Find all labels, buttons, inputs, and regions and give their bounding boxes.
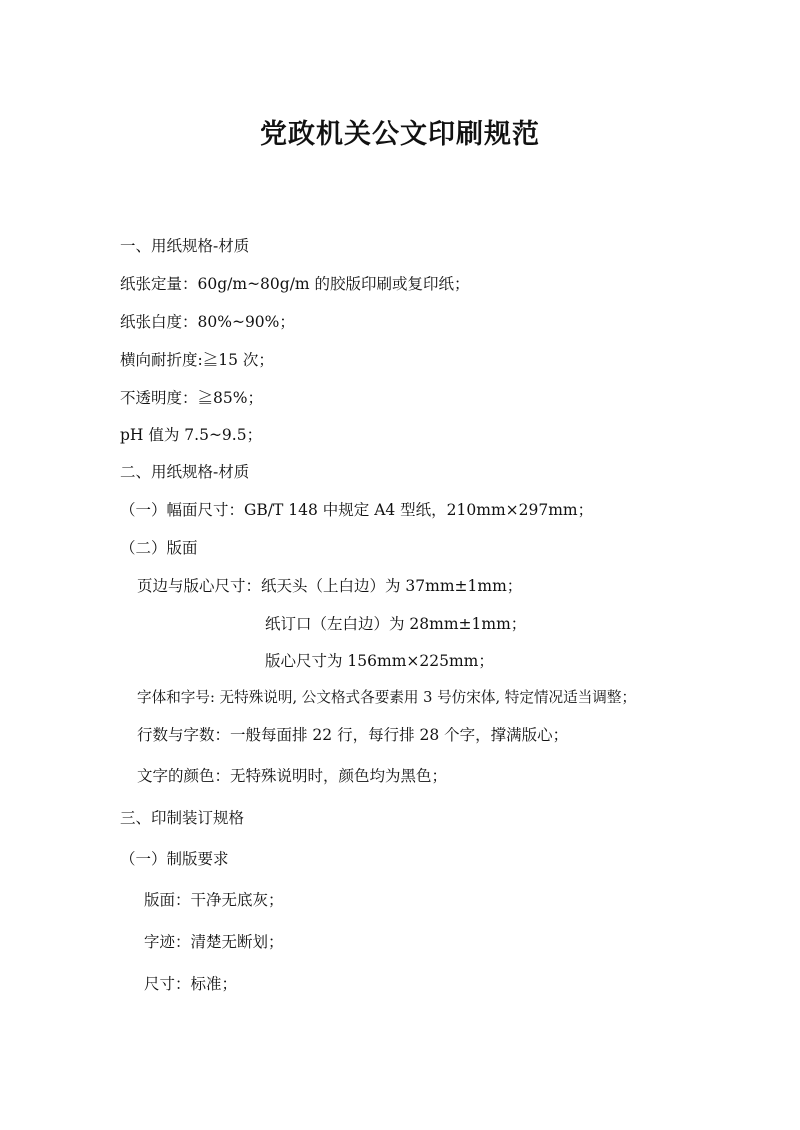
opacity-line: 不透明度：≧85%； bbox=[120, 389, 263, 407]
section-heading-1: 一、用纸规格-材质 bbox=[120, 237, 250, 255]
handwriting-line: 字迹：清楚无断划； bbox=[144, 933, 284, 951]
section-heading-3: 三、印制装订规格 bbox=[120, 809, 245, 827]
paper-whiteness-line: 纸张白度：80%~90%； bbox=[120, 313, 295, 331]
type-area-line: 版心尺寸为 156mm×225mm； bbox=[265, 652, 494, 670]
format-size-line: （一）幅面尺寸：GB/T 148 中规定 A4 型纸，210mm×297mm； bbox=[120, 501, 594, 519]
lines-chars-line: 行数与字数：一般每面排 22 行，每行排 28 个字，撑满版心； bbox=[137, 726, 569, 744]
plate-surface-line: 版面：干净无底灰； bbox=[144, 891, 284, 909]
margin-top-line: 页边与版心尺寸：纸天头（上白边）为 37mm±1mm； bbox=[137, 577, 523, 595]
paper-weight-line: 纸张定量：60g/m~80g/m 的胶版印刷或复印纸； bbox=[120, 275, 470, 293]
plate-making-subheading: （一）制版要求 bbox=[120, 850, 229, 868]
section-heading-2: 二、用纸规格-材质 bbox=[120, 463, 250, 481]
dimension-line: 尺寸：标准； bbox=[144, 975, 238, 993]
folding-endurance-line: 横向耐折度:≧15 次； bbox=[120, 351, 274, 369]
text-color-line: 文字的颜色：无特殊说明时，颜色均为黑色； bbox=[137, 767, 448, 785]
ph-value-line: pH 值为 7.5~9.5； bbox=[120, 426, 263, 444]
page-title: 党政机关公文印刷规范 bbox=[260, 119, 540, 150]
margin-left-line: 纸订口（左白边）为 28mm±1mm； bbox=[265, 615, 527, 633]
layout-subheading: （二）版面 bbox=[120, 539, 198, 557]
font-size-line: 字体和字号: 无特殊说明, 公文格式各要素用 3 号仿宋体, 特定情况适当调整； bbox=[137, 689, 637, 706]
